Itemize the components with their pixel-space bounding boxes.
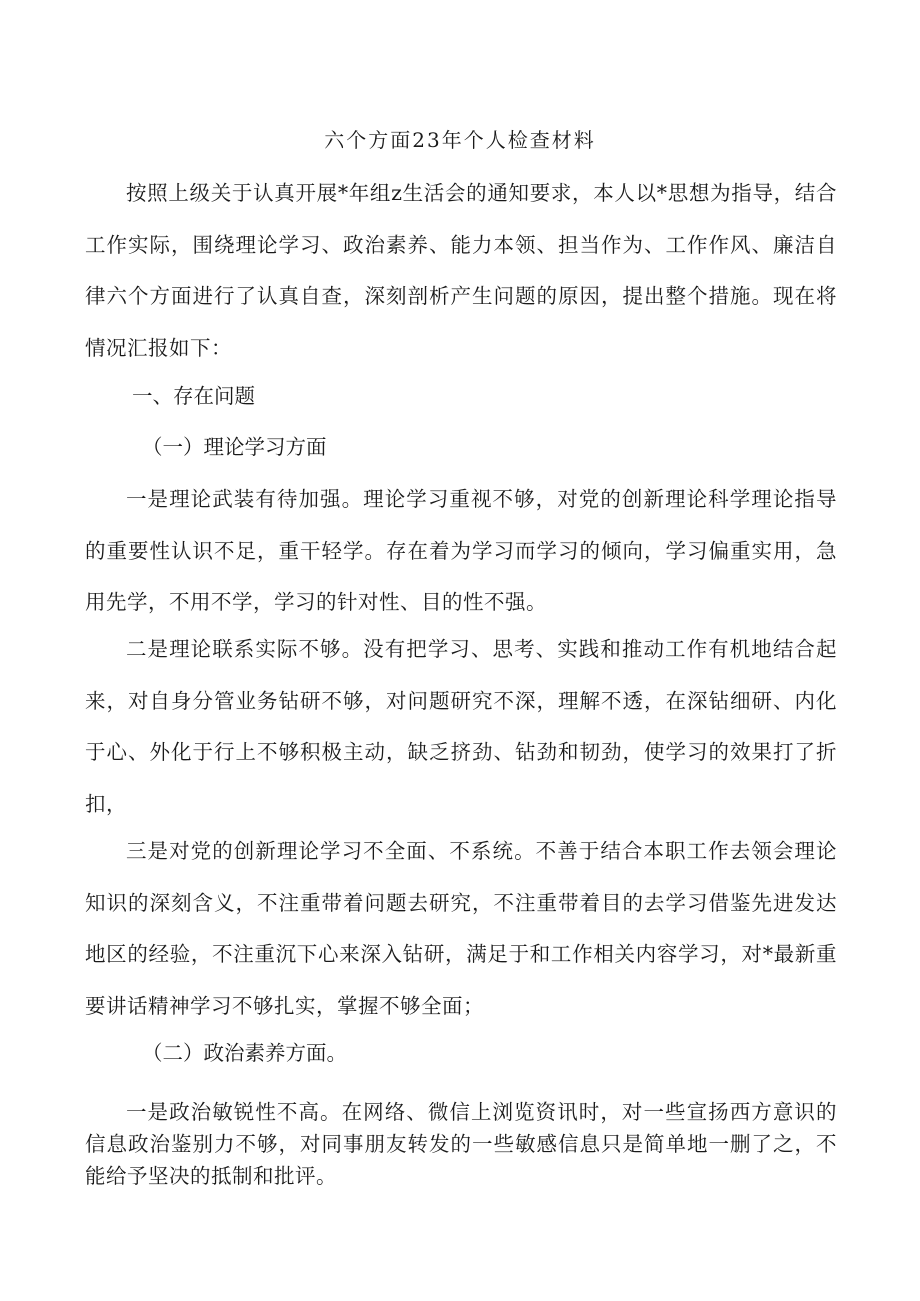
subsection-heading-theory: （一）理论学习方面	[142, 435, 327, 459]
subsection-heading-politics: （二）政治素养方面。	[142, 1041, 347, 1065]
paragraph-theory-3: 三是对党的创新理论学习不全面、不系统。不善于结合本职工作去领会理论知识的深刻含义，不注重带着问题去研究，不注重带着目的去学习借鉴先进发达地区的经验，不注重沉下心来深入钻研，满足于和工作相关内容学习，对*最新重要讲话精神学习不够扎实，掌握不够全面；	[85, 839, 837, 1018]
section-heading-problems: 一、存在问题	[132, 384, 255, 408]
document-title: 六个方面23年个人检查材料	[324, 128, 596, 152]
paragraph-politics-1: 一是政治敏锐性不高。在网络、微信上浏览资讯时，对一些宣扬西方意识的信息政治鉴别力不够，对同事朋友转发的一些敏感信息只是简单地一删了之，不能给予坚决的抵制和批评。	[85, 1100, 837, 1188]
paragraph-theory-2: 二是理论联系实际不够。没有把学习、思考、实践和推动工作有机地结合起来，对自身分管业务钻研不够，对问题研究不深，理解不透，在深钻细研、内化于心、外化于行上不够积极主动，缺乏挤劲、钻劲和韧劲，使学习的效果打了折扣，	[85, 637, 837, 816]
paragraph-theory-1: 一是理论武装有待加强。理论学习重视不够，对党的创新理论科学理论指导的重要性认识不足，重干轻学。存在着为学习而学习的倾向，学习偏重实用，急用先学，不用不学，学习的针对性、目的性不强。	[85, 487, 837, 614]
intro-paragraph: 按照上级关于认真开展*年组z生活会的通知要求，本人以*思想为指导，结合工作实际，围绕理论学习、政治素养、能力本领、担当作为、工作作风、廉洁自律六个方面进行了认真自查，深刻剖析产生问题的原因，提出整个措施。现在将情况汇报如下：	[85, 181, 837, 360]
